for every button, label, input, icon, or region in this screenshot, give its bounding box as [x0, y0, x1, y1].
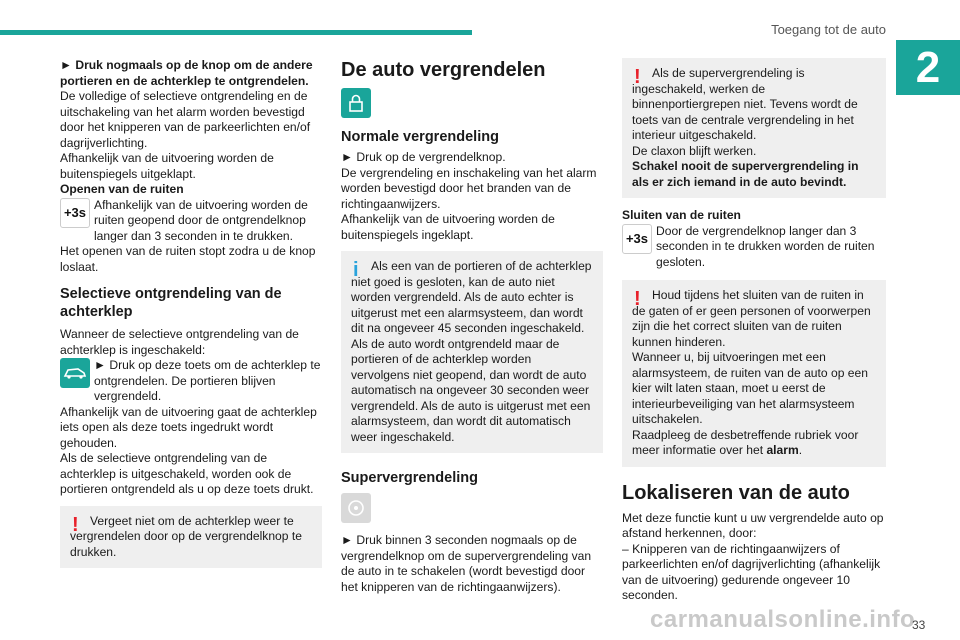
page-number: 33 — [912, 618, 926, 632]
warning-text-trunk: Vergeet niet om de achterklep weer te vergrendelen door op de vergrendelknop te drukken. — [70, 513, 302, 559]
warning-windows-text-3-post: . — [798, 443, 803, 457]
steering-wheel-icon — [341, 493, 371, 523]
alarm-reference: alarm — [766, 443, 799, 457]
warning-box-windows — [622, 280, 886, 467]
superlock-heading: Supervergrendeling — [341, 470, 478, 486]
col1-p2: Afhankelijk van de uitvoering worden de buitenspiegels uitgeklapt. — [60, 151, 274, 181]
open-windows-row — [60, 198, 322, 245]
col1-p1-bold: ► Druk nogmaals op de knop om de andere portieren en de achterklep te ontgrendelen. — [60, 58, 313, 88]
column-3 — [622, 58, 886, 604]
warning-superlock-text: Als de supervergrendeling is ingeschakeld, werken de binnenportiergrepen niet. Tevens wordt de toets van de centrale vergrendeling in het interieur uitgeschakeld. — [632, 66, 858, 142]
warning-windows-text-3 — [632, 428, 876, 459]
info-box-lock — [341, 251, 603, 453]
info-icon: i — [353, 259, 359, 281]
locate-car-p1: Met deze functie kunt u uw vergrendelde auto op afstand herkennen, door: — [622, 510, 884, 540]
warning-icon: ! — [72, 513, 79, 536]
car-trunk-icon — [60, 358, 90, 388]
open-windows-text-2: Het openen van de ruiten stopt zodra u de knop loslaat. — [60, 244, 316, 274]
normal-lock-p3: Afhankelijk van de uitvoering worden de buitenspiegels ingeklapt. — [341, 212, 555, 242]
selective-unlock-heading: Selectieve ontgrendeling van de achterklep — [60, 286, 282, 320]
close-windows-text: Door de vergrendelknop langer dan 3 seconden in te drukken worden de ruiten gesloten. — [656, 223, 875, 269]
selective-unlock-p2: Afhankelijk van de uitvoering gaat de achterklep iets open als deze toets ingedrukt wordt gehouden. — [60, 404, 317, 450]
padlock-icon — [341, 88, 371, 118]
warning-superlock-bold: Schakel nooit de supervergrendeling in als er zich iemand in de auto bevindt. — [632, 159, 859, 189]
lock-heading: De auto vergrendelen — [341, 59, 546, 81]
column-2 — [341, 58, 603, 595]
superlock-text: ► Druk binnen 3 seconden nogmaals op de vergrendelknop om de supervergrendeling van de auto in te schakelen (wordt bevestigd door het knipperen van de richtingaanwijzers). — [341, 533, 592, 594]
warning-icon: ! — [634, 288, 641, 310]
header-accent-bar — [0, 30, 472, 35]
selective-unlock-icon-text: ► Druk op deze toets om de achterklep te ontgrendelen. De portieren blijven vergrendeld. — [94, 358, 321, 403]
warning-icon: ! — [634, 66, 641, 88]
info-text-1: Als een van de portieren of de achterklep niet goed is gesloten, kan de auto niet worden vergrendeld. Als de auto echter is uitgerust met een alarmsysteem, dan wordt dit na ongeveer 45 seconden ingeschakeld. — [351, 259, 592, 335]
normal-lock-heading: Normale vergrendeling — [341, 129, 499, 145]
column-1 — [60, 58, 322, 568]
locate-car-p2: – Knipperen van de richtingaanwijzers of parkeerlichten en/of dagrijverlichting (afhankelijk van de uitvoering) gedurende ongeveer 10 seconden. — [622, 541, 881, 602]
close-windows-row — [622, 224, 886, 271]
warning-windows-text-3-pre: Raadpleeg de desbetreffende rubriek voor meer informatie over het — [632, 427, 859, 457]
close-windows-title: Sluiten van de ruiten — [622, 208, 741, 222]
warning-superlock-text-2: De claxon blijft werken. — [632, 143, 757, 158]
info-text-2: Als de auto wordt ontgrendeld maar de portieren of de achterklep worden vervolgens niet geopend, dan wordt de auto automatisch na ongeveer 30 seconden weer vergrendeld. Als de auto is uitgerust met een alarmsysteem, dan wordt dit automatisch weer ingeschakeld. — [351, 336, 591, 444]
open-windows-text: Afhankelijk van de uitvoering worden de ruiten geopend door de ontgrendelknop langer dan 3 seconden in te drukken. — [94, 197, 308, 243]
hold-3s-icon: +3s — [60, 198, 90, 228]
normal-lock-p2: De vergrendeling en inschakeling van het alarm worden bevestigd door het branden van de richtingaanwijzers. — [341, 165, 597, 211]
warning-windows-text-2: Wanneer u, bij uitvoeringen met een alarmsysteem, de ruiten van de auto op een kier wilt laten staan, moet u eerst de interieurbeveiliging van het alarmsysteem uitschakelen. — [632, 350, 868, 426]
warning-box-trunk — [60, 506, 322, 569]
normal-lock-p1: ► Druk op de vergrendelknop. — [341, 150, 506, 164]
locate-car-heading: Lokaliseren van de auto — [622, 481, 850, 504]
selective-unlock-p3: Als de selectieve ontgrendeling van de achterklep is uitgeschakeld, worden ook de portieren ontgrendeld als u op deze toets drukt. — [60, 451, 314, 496]
col1-p1-text: De volledige of selectieve ontgrendeling en de uitschakeling van het alarm worden bevestigd door het knipperen van de parkeerlichten en/of dagrijverlichting. — [60, 89, 311, 150]
page-header-title: Toegang tot de auto — [771, 22, 886, 37]
hold-3s-icon: +3s — [622, 224, 652, 254]
warning-windows-text: Houd tijdens het sluiten van de ruiten in de gaten of er geen personen of voorwerpen zijn die het correct sluiten van de ruiten kunnen hinderen. — [632, 288, 871, 349]
warning-box-superlock — [622, 58, 886, 198]
selective-unlock-row — [60, 358, 322, 405]
chapter-number-tab: 2 — [896, 40, 960, 95]
watermark: carmanualsonline.info — [650, 606, 916, 633]
open-windows-title: Openen van de ruiten — [60, 182, 184, 196]
selective-unlock-intro: Wanneer de selectieve ontgrendeling van de achterklep is ingeschakeld: — [60, 327, 299, 357]
